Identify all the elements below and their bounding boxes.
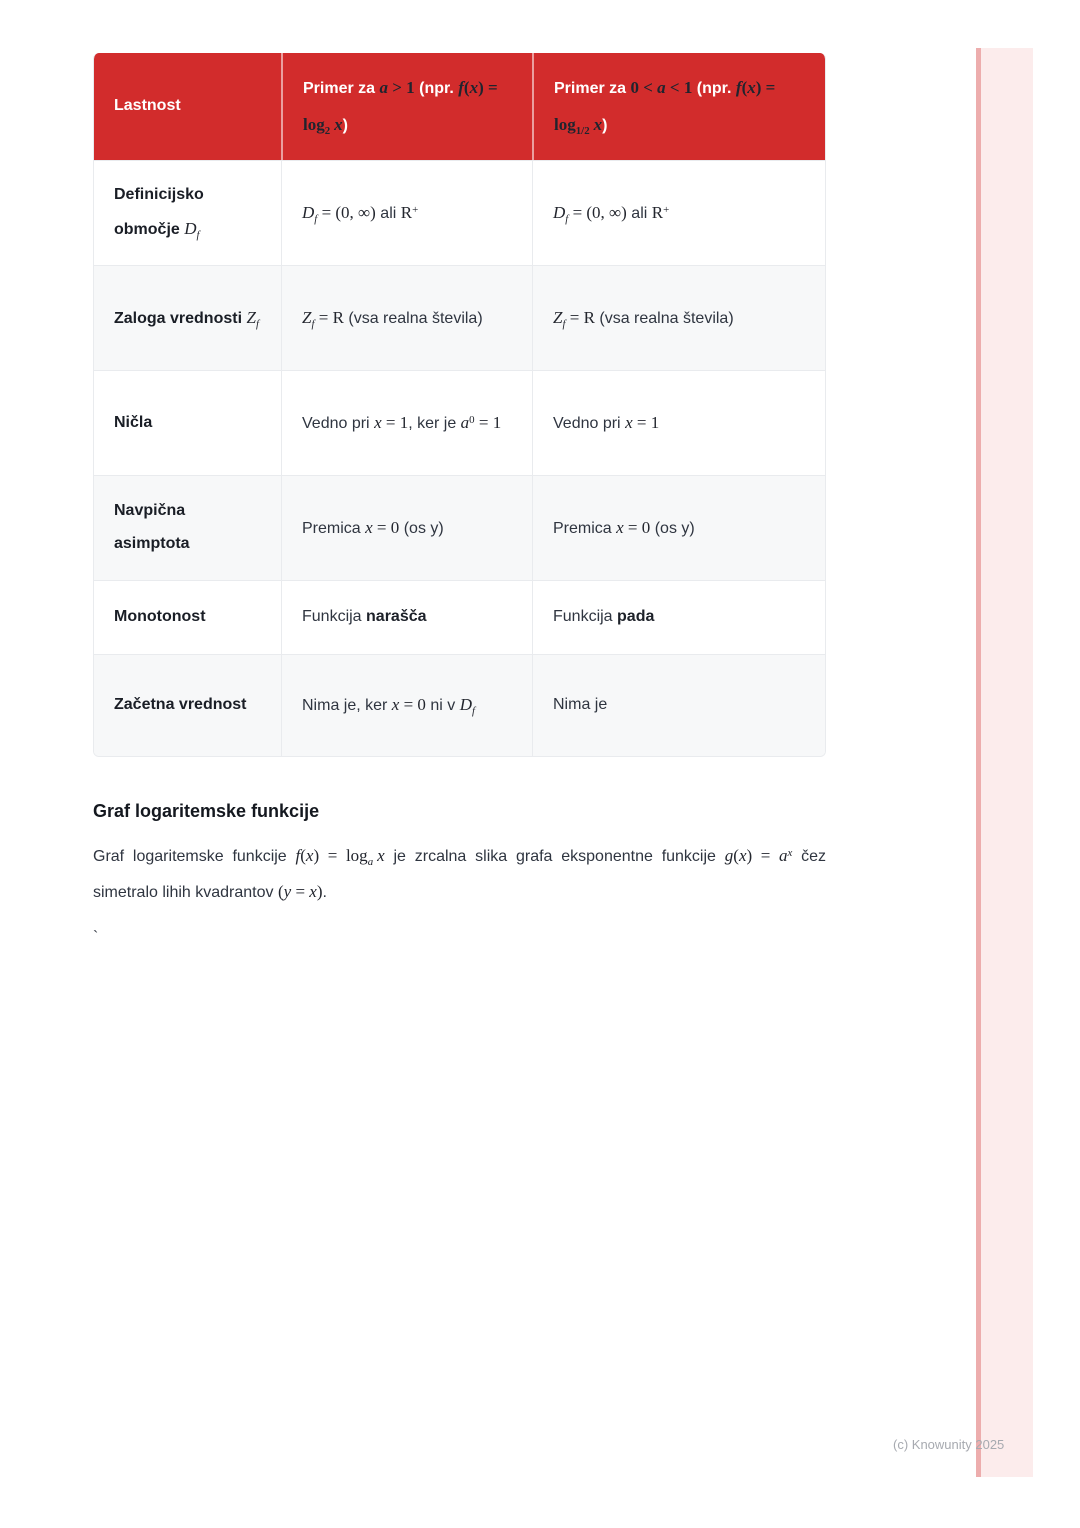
row-label: Navpična asimptota xyxy=(114,502,190,552)
math-var: D xyxy=(302,202,315,222)
math-var: Z xyxy=(553,307,563,327)
row-label-cell xyxy=(94,580,281,654)
cell-text-bold: pada xyxy=(617,608,655,626)
math-text: = 1 xyxy=(381,412,409,432)
graph-description-paragraph xyxy=(93,838,826,909)
cell-asymptote-a-gt-1 xyxy=(281,475,532,580)
math-subscript: f xyxy=(314,212,318,225)
math-subscript: f xyxy=(255,317,259,330)
math-subscript: f xyxy=(196,228,200,241)
math-var: a xyxy=(379,77,388,97)
cell-domain-a-lt-1 xyxy=(532,160,826,265)
math-text: = R xyxy=(314,307,344,327)
cell-domain-a-gt-1 xyxy=(281,160,532,265)
math-subscript: 2 xyxy=(324,124,331,137)
math-text: ) = log xyxy=(554,77,776,134)
stray-backtick: ` xyxy=(93,929,99,947)
table-header-row xyxy=(94,53,826,160)
math-var: x xyxy=(305,846,314,865)
cell-initial-value-a-lt-1 xyxy=(532,654,826,756)
math-var: x xyxy=(747,77,756,97)
cell-text: Vedno pri xyxy=(302,414,375,432)
math-var: x xyxy=(738,846,747,865)
paragraph-text: čez simetralo lihih kvadrantov xyxy=(93,848,827,901)
math-var: f xyxy=(458,77,464,97)
paragraph-text: je zrcalna slika grafa eksponentne funkcije xyxy=(384,848,725,865)
cell-range-a-lt-1 xyxy=(532,265,826,370)
cell-text: ni v xyxy=(425,697,460,715)
math-text: = R xyxy=(565,307,595,327)
section-heading: Graf logaritemske funkcije xyxy=(93,801,320,821)
header-cell-a-greater-1 xyxy=(281,53,532,160)
math-var: f xyxy=(295,846,301,865)
math-var: x xyxy=(309,881,317,901)
row-label: Ničla xyxy=(114,413,153,431)
math-text: ( xyxy=(741,77,748,97)
math-subscript: f xyxy=(311,317,315,330)
math-var: x xyxy=(377,846,385,865)
math-text: ) xyxy=(316,881,323,901)
log-function-properties-table xyxy=(94,53,826,756)
math-text: ( xyxy=(733,846,739,865)
math-subscript: f xyxy=(472,704,476,717)
header-cell-a-between-0-1 xyxy=(532,53,826,160)
math-var: a xyxy=(778,846,788,865)
cell-text: Nima je, ker xyxy=(302,697,392,715)
math-var: x xyxy=(334,114,343,134)
math-var: f xyxy=(735,77,742,97)
cell-text: (os y) xyxy=(650,519,695,537)
math-text: ) = log xyxy=(303,77,498,134)
cell-text: Funkcija xyxy=(553,608,618,626)
cell-text: (vsa realna števila) xyxy=(343,309,483,327)
math-var: x xyxy=(625,412,633,432)
cell-text: (vsa realna števila) xyxy=(594,309,734,327)
math-var: D xyxy=(553,202,566,222)
cell-monotonicity-a-gt-1 xyxy=(281,580,532,654)
math-subscript: 1/2 xyxy=(575,124,590,137)
cell-initial-value-a-gt-1 xyxy=(281,654,532,756)
math-text: = 1 xyxy=(474,412,502,432)
cell-text: Premica xyxy=(302,519,366,537)
header-text: ) xyxy=(342,116,348,134)
cell-text: Nima je xyxy=(553,696,608,714)
math-var: D xyxy=(184,218,197,238)
table-row-zacetna-vrednost xyxy=(94,654,826,756)
math-var: a xyxy=(657,77,666,97)
row-label-cell xyxy=(94,160,281,265)
math-text: ( xyxy=(300,846,306,865)
row-label-cell xyxy=(94,654,281,756)
math-var: g xyxy=(724,846,734,865)
header-text: ) xyxy=(602,116,608,134)
math-var: x xyxy=(365,517,373,537)
math-text: ) = log xyxy=(313,846,368,865)
cell-text: , ker je xyxy=(408,414,461,432)
page-content xyxy=(93,53,826,947)
math-text: = (0, ∞) xyxy=(568,202,627,222)
math-var: Z xyxy=(302,307,312,327)
math-var: y xyxy=(283,881,292,901)
math-superscript: + xyxy=(663,203,670,216)
math-text: = xyxy=(291,881,310,901)
math-var: x xyxy=(391,695,400,715)
math-subscript: a xyxy=(367,855,374,868)
math-text: = 0 xyxy=(399,695,426,715)
header-text: (npr. xyxy=(414,79,459,97)
header-text: Primer za xyxy=(303,79,380,97)
cell-range-a-gt-1 xyxy=(281,265,532,370)
header-label: Lastnost xyxy=(114,97,181,115)
cell-text: ali xyxy=(626,204,652,222)
row-label: Monotonost xyxy=(114,608,206,626)
math-text: 0 < xyxy=(630,77,658,97)
math-text: ) = xyxy=(746,846,779,865)
table-row-nicla xyxy=(94,370,826,475)
math-var: x xyxy=(593,114,603,134)
row-label-cell xyxy=(94,370,281,475)
cell-zero-a-lt-1 xyxy=(532,370,826,475)
copyright-footer: (c) Knowunity 2025 xyxy=(893,1437,1005,1452)
math-var: D xyxy=(459,695,473,715)
math-var: x xyxy=(616,517,624,537)
row-label: Zaloga vrednosti xyxy=(114,309,247,327)
cell-text-bold: narašča xyxy=(366,608,427,626)
math-text: = 0 xyxy=(623,517,651,537)
math-text: R xyxy=(400,202,413,222)
table-row-monotonost xyxy=(94,580,826,654)
math-var: a xyxy=(460,412,470,432)
math-var: Z xyxy=(246,307,256,327)
cell-text: ali xyxy=(375,204,401,222)
cell-asymptote-a-lt-1 xyxy=(532,475,826,580)
row-label-cell xyxy=(94,265,281,370)
math-superscript: 0 xyxy=(469,413,475,426)
paragraph-text: . xyxy=(322,883,327,901)
header-text: (npr. xyxy=(692,79,736,97)
table-row-definicijsko-obmocje xyxy=(94,160,826,265)
cell-text: Premica xyxy=(553,519,617,537)
cell-text: (os y) xyxy=(399,519,444,537)
math-var: x xyxy=(469,77,479,97)
cell-text: Funkcija xyxy=(302,608,367,626)
row-label-cell xyxy=(94,475,281,580)
row-label: Definicijsko območje xyxy=(114,186,204,238)
cell-monotonicity-a-lt-1 xyxy=(532,580,826,654)
math-subscript: f xyxy=(562,317,566,330)
cell-text: Vedno pri xyxy=(553,414,626,432)
math-text: = (0, ∞) xyxy=(317,202,376,222)
math-text: = 0 xyxy=(372,517,400,537)
header-cell-lastnost xyxy=(94,53,281,160)
table-row-zaloga-vrednosti xyxy=(94,265,826,370)
math-superscript: x xyxy=(787,847,793,860)
math-superscript: + xyxy=(412,203,419,216)
math-text: ( xyxy=(463,77,470,97)
header-text: Primer za xyxy=(554,79,631,97)
math-text: < 1 xyxy=(665,77,693,97)
cell-zero-a-gt-1 xyxy=(281,370,532,475)
math-subscript: f xyxy=(565,212,569,225)
math-text: = 1 xyxy=(632,412,660,432)
row-label: Začetna vrednost xyxy=(114,696,247,714)
page-edge-decoration xyxy=(976,48,1033,1477)
table-row-navpicna-asimptota xyxy=(94,475,826,580)
math-var: x xyxy=(374,412,382,432)
math-text: R xyxy=(651,202,664,222)
paragraph-text: Graf logaritemske funkcije xyxy=(93,848,296,865)
properties-table-container xyxy=(93,53,826,757)
math-text: > 1 xyxy=(387,77,415,97)
math-text: ( xyxy=(277,881,284,901)
